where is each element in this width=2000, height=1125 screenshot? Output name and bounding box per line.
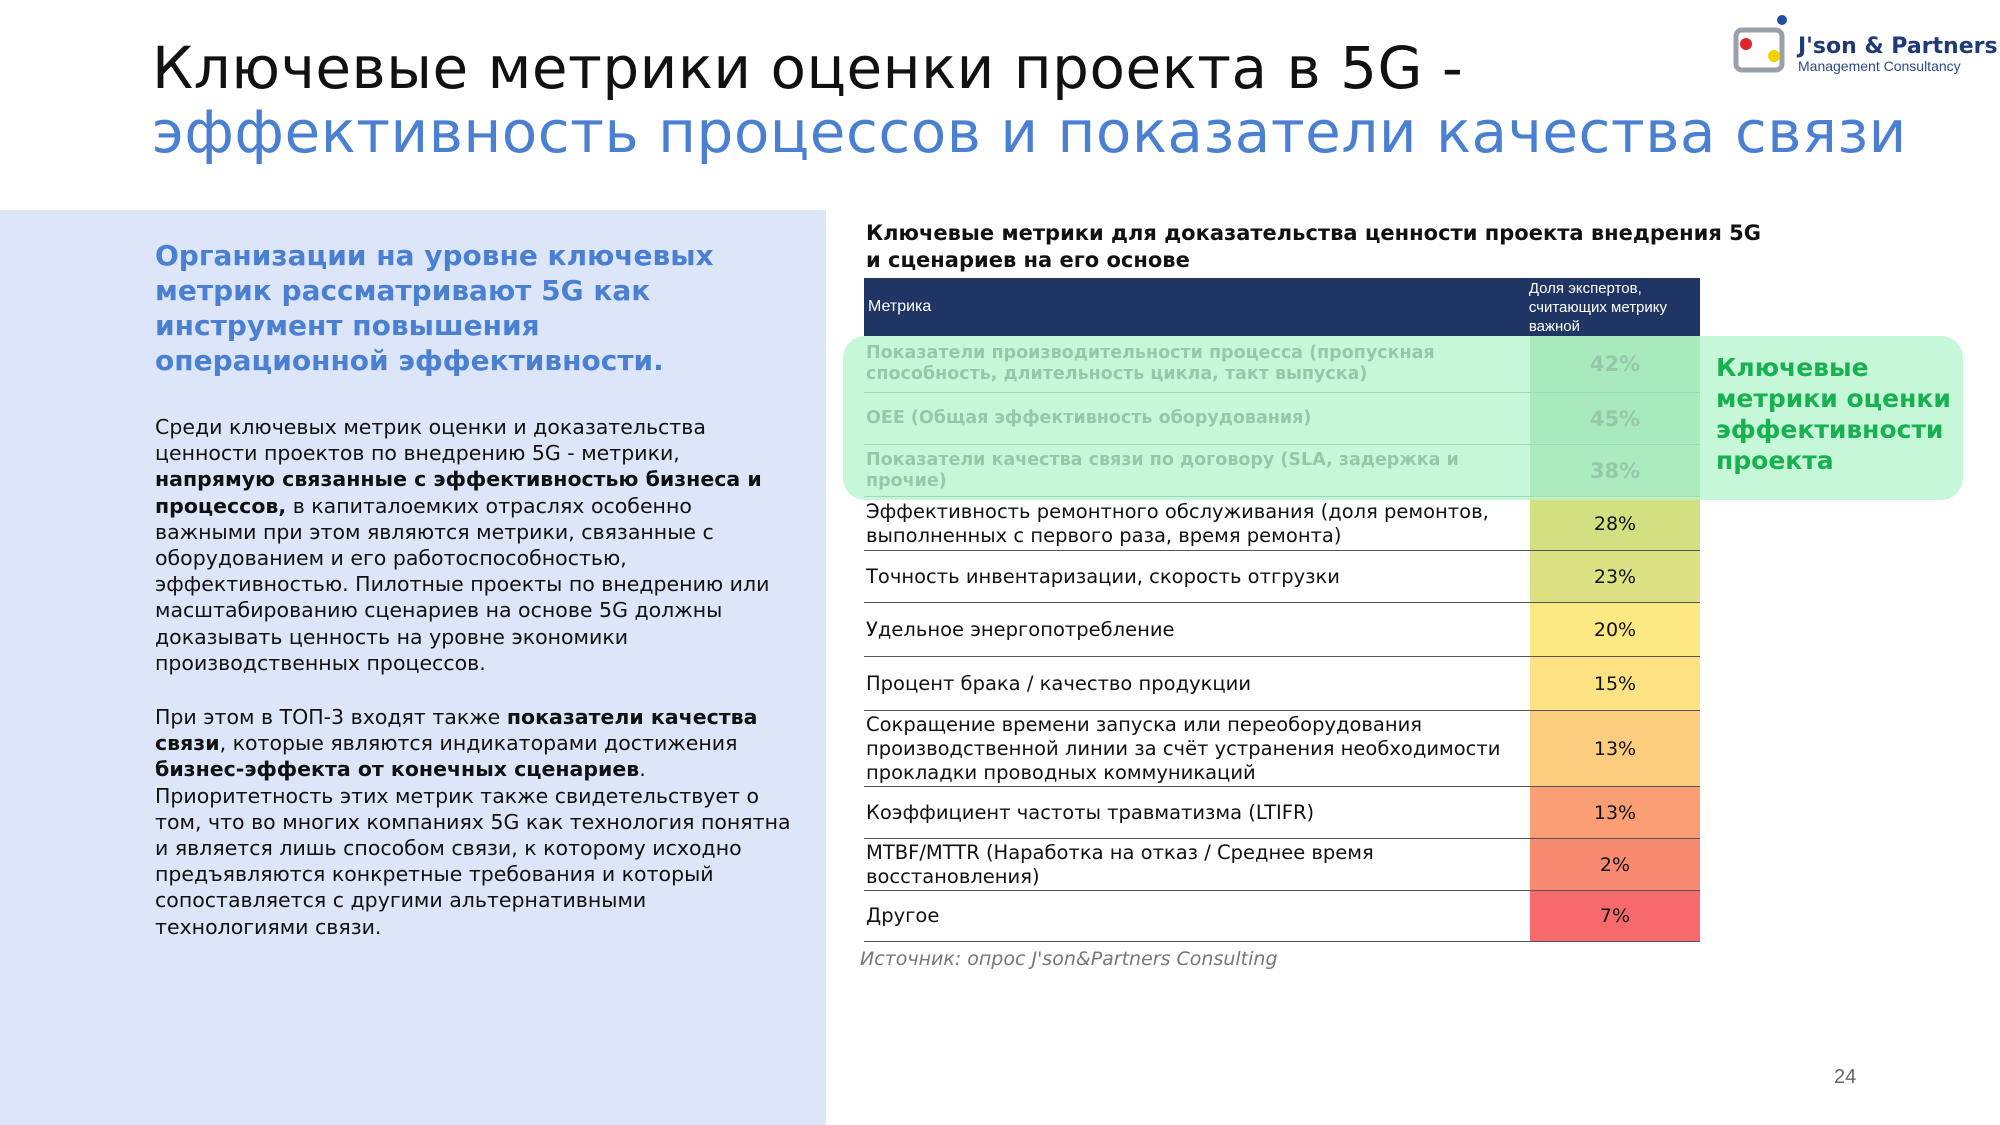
table-row: [864, 497, 1700, 551]
table-row: [864, 891, 1700, 942]
value-cell: 13%: [1530, 787, 1700, 838]
logo-brand: J'son & Partners: [1798, 34, 1998, 59]
logo-subtitle: Management Consultancy: [1798, 58, 1961, 74]
metric-cell: MTBF/MTTR (Наработка на отказ / Среднее время восстановления): [866, 840, 1374, 888]
title-line-2: эффективность процессов и показатели качества связи: [152, 98, 1907, 166]
source-note: Источник: опрос J'son&Partners Consulting: [860, 948, 1278, 970]
page-title: [152, 36, 1912, 164]
metric-cell: Точность инвентаризации, скорость отгрузки: [866, 564, 1340, 588]
metric-cell: Коэффициент частоты травматизма (LTIFR): [866, 800, 1315, 824]
metric-cell: Удельное энергопотребление: [866, 617, 1175, 641]
paragraph-1: Среди ключевых метрик оценки и доказательства ценности проектов по внедрению 5G - метрики, напрямую связанные с эффективностью бизнеса и процессов, в капиталоемких отраслях особенно важными при этом являются метрики, связанные с оборудованием и его работоспособностью, эффективностью. Пилотные проекты по внедрению или масштабированию сценариев на основе 5G должны доказывать ценность на уровне экономики производственных процессов.: [155, 415, 770, 675]
metric-cell: Сокращение времени запуска или переоборудования производственной линии за счёт устранения необходимости прокладки проводных коммуникаций: [866, 712, 1501, 784]
table-row: [864, 711, 1700, 787]
title-line-1: Ключевые метрики оценки проекта в 5G -: [152, 34, 1464, 102]
value-cell: 28%: [1530, 497, 1700, 550]
value-cell: 20%: [1530, 603, 1700, 656]
company-logo: [1732, 14, 1998, 76]
metric-cell: Процент брака / качество продукции: [866, 671, 1252, 695]
table-title: Ключевые метрики для доказательства ценности проекта внедрения 5G и сценариев на его основе: [866, 221, 1762, 272]
table-header: [864, 278, 1700, 336]
page-number: 24: [1834, 1066, 1857, 1088]
col-share-header: Доля экспертов, считающих метрику важной: [1528, 280, 1668, 335]
value-cell: 13%: [1530, 711, 1700, 786]
table-row: [864, 787, 1700, 839]
table-row: [864, 839, 1700, 891]
metric-cell: Эффективность ремонтного обслуживания (доля ремонтов, выполненных с первого раза, время ремонта): [866, 499, 1489, 547]
value-cell: 2%: [1530, 839, 1700, 890]
value-cell: 7%: [1530, 891, 1700, 941]
metric-cell: Другое: [866, 904, 940, 927]
side-label: Ключевые метрики оценки эффективности проекта: [1716, 353, 1951, 475]
paragraph-2: При этом в ТОП-3 входят также показатели качества связи, которые являются индикаторами достижения бизнес-эффекта от конечных сценариев. Приоритетность этих метрик также свидетельствует о том, что во многих компаниях 5G как технология понятна и является лишь способом связи, к которому исходно предъявляются конкретные требования и который сопоставляется с другими альтернативными технологиями связи.: [155, 705, 791, 939]
col-metric-header: Метрика: [868, 298, 932, 315]
table-row: [864, 603, 1700, 657]
left-headline: Организации на уровне ключевых метрик рассматривают 5G как инструмент повышения операционной эффективности.: [155, 239, 714, 377]
logo-mark-icon: [1732, 14, 1798, 76]
value-cell: 23%: [1530, 551, 1700, 602]
table-row: [864, 657, 1700, 711]
table-row: [864, 551, 1700, 603]
value-cell: 15%: [1530, 657, 1700, 710]
